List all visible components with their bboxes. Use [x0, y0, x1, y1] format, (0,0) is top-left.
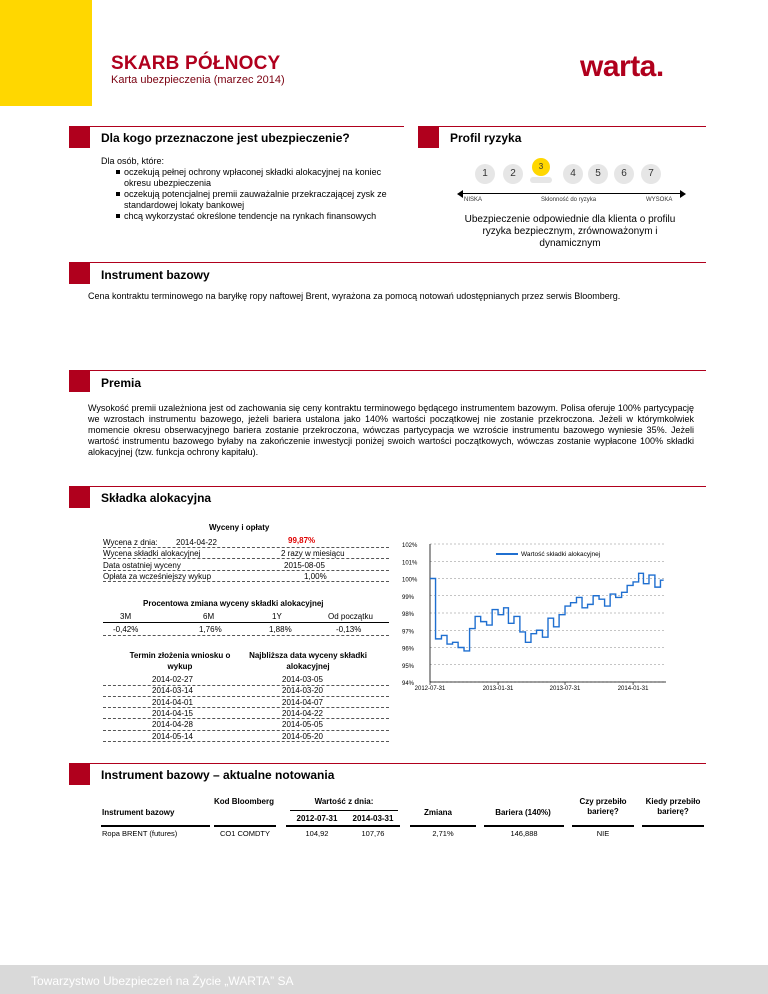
- risk-axis: [459, 193, 683, 194]
- risk-level-7: 7: [641, 164, 661, 184]
- arrow-left-icon: [457, 190, 463, 198]
- change-header-6m: 6M: [203, 612, 215, 621]
- row-divider: [103, 581, 389, 582]
- section-title-risk: Profil ryzyka: [450, 131, 522, 145]
- qt-cell-v1: 104,92: [305, 829, 329, 838]
- logo-dot: .: [655, 50, 664, 83]
- x-tick-label: 2013-07-31: [549, 686, 581, 690]
- risk-level-6: 6: [614, 164, 634, 184]
- change-value-1y: 1,88%: [269, 625, 292, 634]
- section-title-allocation: Składka alokacyjna: [101, 491, 212, 505]
- row-divider: [103, 718, 389, 719]
- date-valuation-cell: 2014-05-05: [282, 720, 323, 730]
- section-divider: [69, 763, 706, 764]
- date-valuation-cell: 2014-03-20: [282, 686, 323, 696]
- brand-color-block: [0, 0, 92, 106]
- row-divider: [103, 547, 389, 548]
- x-tick-label: 2014-01-31: [617, 686, 649, 690]
- qt-header-code: Kod Bloomberg: [214, 797, 274, 806]
- qt-header-change: Zmiana: [423, 808, 452, 817]
- x-tick-label: 2012-07-31: [414, 686, 446, 690]
- qt-header-date2: 2014-03-31: [352, 814, 394, 823]
- section-marker: [69, 487, 90, 508]
- change-header-start: Od początku: [328, 612, 373, 621]
- date-request-cell: 2014-02-27: [152, 675, 193, 684]
- y-tick-label: 97%: [402, 629, 415, 636]
- underlying-text: Cena kontraktu terminowego na baryłkę ropy naftowej Brent, wyrażona za pomocą notowań udostępnianych przez serwis Bloomberg.: [88, 291, 621, 301]
- row-divider: [103, 635, 389, 636]
- risk-level-4: 4: [563, 164, 583, 184]
- row-divider: [103, 570, 389, 571]
- row-divider: [103, 696, 389, 697]
- row-divider: [103, 685, 389, 686]
- date-valuation-cell: 2014-04-07: [282, 697, 323, 707]
- section-divider: [69, 126, 404, 127]
- risk-level-2: 2: [503, 164, 523, 184]
- row-divider: [103, 558, 389, 559]
- y-tick-label: 95%: [402, 663, 415, 670]
- arrow-right-icon: [680, 190, 686, 198]
- risk-mid-label: Skłonność do ryzyka: [541, 197, 597, 203]
- for-whom-body: [101, 156, 401, 222]
- change-value-start: -0,13%: [336, 625, 362, 634]
- valuation-value: 99,87%: [288, 536, 316, 545]
- change-value-6m: 1,76%: [199, 625, 222, 634]
- section-title-for-whom: Dla kogo przeznaczone jest ubezpieczenie?: [101, 131, 350, 145]
- section-marker: [418, 127, 439, 148]
- qt-header-date1: 2012-07-31: [296, 814, 338, 823]
- footer-text: Towarzystwo Ubezpieczeń na Życie „WARTA” SA: [31, 974, 294, 988]
- date-request-cell: 2014-04-01: [152, 697, 193, 707]
- logo-text: warta: [580, 50, 656, 83]
- list-item: chcą wykorzystać określone tendencje na rynkach finansowych: [101, 211, 401, 222]
- y-tick-label: 101%: [402, 560, 418, 567]
- risk-high-label: WYSOKA: [646, 197, 673, 203]
- change-value-3m: -0,42%: [113, 625, 139, 634]
- risk-description: Ubezpieczenie odpowiednie dla klienta o profilu ryzyka bezpiecznym, zrównoważonym i dynamicznym: [464, 214, 676, 249]
- row-divider: [410, 825, 476, 827]
- section-title-premium: Premia: [101, 376, 142, 390]
- y-tick-label: 99%: [402, 594, 415, 601]
- warta-logo: [580, 50, 664, 84]
- risk-selected-base: [530, 177, 552, 183]
- qt-cell-instrument: Ropa BRENT (futures): [102, 829, 178, 838]
- for-whom-list: [78, 167, 401, 222]
- risk-level-5: 5: [588, 164, 608, 184]
- section-marker: [69, 263, 90, 284]
- qt-cell-code: CO1 COMDTY: [219, 829, 270, 838]
- fee-row-value: 2015-08-05: [284, 561, 325, 570]
- valuation-date: 2014-04-22: [176, 538, 217, 547]
- date-valuation-cell: 2014-03-05: [282, 675, 323, 684]
- date-request-cell: 2014-03-14: [152, 686, 193, 696]
- fee-row-value: 1,00%: [304, 572, 327, 581]
- qt-cell-v2: 107,76: [361, 829, 385, 838]
- row-divider: [214, 825, 276, 827]
- y-tick-label: 100%: [402, 577, 418, 584]
- y-tick-label: 96%: [402, 646, 415, 653]
- row-divider: [286, 825, 400, 827]
- section-marker: [69, 371, 90, 392]
- y-tick-label: 102%: [402, 543, 418, 549]
- section-marker: [69, 127, 90, 148]
- date-valuation-cell: 2014-04-22: [282, 708, 323, 718]
- risk-level-1: 1: [475, 164, 495, 184]
- change-title: Procentowa zmiana wyceny składki alokacyjnej: [143, 599, 324, 608]
- x-tick-label: 2013-01-31: [482, 686, 514, 690]
- row-divider: [484, 825, 564, 827]
- qt-cell-change: 2,71%: [432, 829, 454, 838]
- row-divider: [101, 825, 210, 827]
- dates-header-valuation: Najbliższa data wyceny składki alokacyjnej: [249, 651, 367, 671]
- fee-row-value: 2 razy w miesiącu: [281, 549, 345, 558]
- row-divider: [103, 622, 389, 623]
- section-title-underlying: Instrument bazowy: [101, 268, 210, 282]
- section-divider: [69, 370, 706, 371]
- date-request-cell: 2014-05-14: [152, 731, 193, 741]
- document-title: SKARB PÓŁNOCY: [111, 53, 281, 74]
- valuation-date-label: Wycena z dnia:: [103, 538, 158, 547]
- date-valuation-cell: 2014-05-20: [282, 731, 323, 741]
- qt-header-barrier: Bariera (140%): [495, 808, 551, 817]
- qt-header-value-from: Wartość z dnia:: [314, 797, 374, 806]
- fee-row-label: Data ostatniej wyceny: [103, 561, 181, 570]
- qt-header-crossed: Czy przebiło barierę?: [579, 797, 627, 816]
- qt-header-instrument: Instrument bazowy: [102, 808, 175, 817]
- qt-cell-crossed: NIE: [596, 829, 610, 838]
- premium-text: Wysokość premii uzależniona jest od zachowania się ceny kontraktu terminowego będącego instrumentem bazowym. Polisa oferuje 100% partycypację we wzrostach instrumentu bazowego, jeżeli bariera ustalona jako 140% wartości początkowej nie zostanie przekroczona. Jeżeli w którymkolwiek momencie okresu obserwacyjnego bariera zostanie przekroczona, wówczas partycypacja we wzroście instrumentu bazowego wyniesie 35%. Jeżeli wartość instrumentu bazowego byłaby na zakończenie inwestycji poniżej swoich wartości początkowych, wówczas zostanie wypłacone 100% składki alokacyjnej (tzw. funkcja ochrony kapitału).: [88, 403, 694, 457]
- section-divider: [69, 262, 706, 263]
- qt-cell-barrier: 146,888: [510, 829, 538, 838]
- change-header-3m: 3M: [120, 612, 132, 621]
- dates-header-request: Termin złożenia wniosku o wykup: [129, 651, 231, 671]
- y-tick-label: 98%: [402, 612, 415, 618]
- list-item: oczekują pełnej ochrony wpłaconej składki alokacyjnej na koniec okresu ubezpieczenia: [101, 167, 401, 189]
- series-line: [430, 573, 663, 651]
- row-divider: [290, 810, 398, 811]
- section-divider: [69, 486, 706, 487]
- y-tick-label: 94%: [402, 681, 415, 687]
- section-title-quotes: Instrument bazowy – aktualne notowania: [101, 768, 335, 782]
- risk-level-3-selected: 3: [532, 158, 550, 176]
- fees-title: Wyceny i opłaty: [209, 523, 270, 532]
- document-subtitle: Karta ubezpieczenia (marzec 2014): [111, 74, 285, 86]
- row-divider: [103, 741, 389, 742]
- legend-label: Wartość składki alokacyjnej: [521, 551, 601, 558]
- date-request-cell: 2014-04-15: [152, 708, 193, 718]
- for-whom-intro: Dla osób, które:: [101, 156, 165, 166]
- row-divider: [103, 730, 389, 731]
- fee-row-label: Wycena składki alokacyjnej: [103, 549, 201, 558]
- section-divider: [418, 126, 706, 127]
- allocation-value-chart: [400, 534, 670, 690]
- section-marker: [69, 764, 90, 785]
- list-item: oczekują potencjalnej premii zauważalnie przekraczającej zysk ze standardowej lokaty bankowej: [101, 189, 401, 211]
- change-header-1y: 1Y: [272, 612, 282, 621]
- row-divider: [642, 825, 704, 827]
- date-request-cell: 2014-04-28: [152, 720, 193, 730]
- fee-row-label: Opłata za wcześniejszy wykup: [103, 572, 212, 581]
- qt-header-when: Kiedy przebiło barierę?: [645, 797, 701, 816]
- row-divider: [572, 825, 634, 827]
- risk-low-label: NISKA: [464, 197, 483, 203]
- row-divider: [103, 707, 389, 708]
